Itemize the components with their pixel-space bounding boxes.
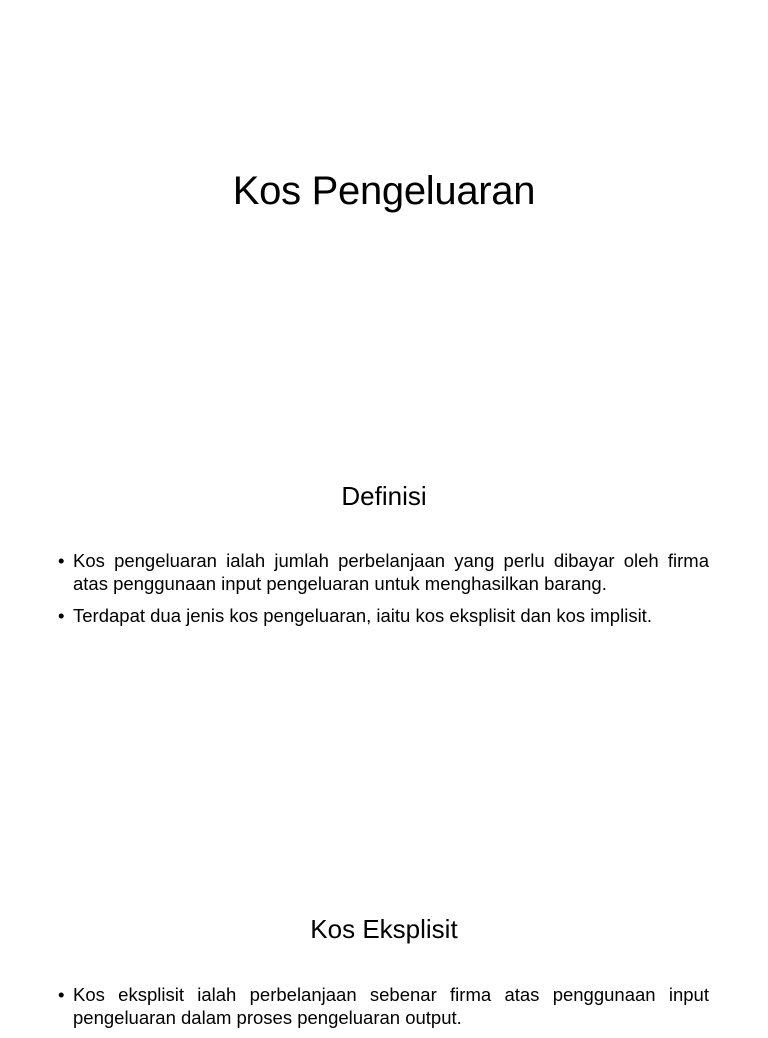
bullet-item — [58, 604, 709, 627]
bullet-list — [58, 983, 709, 1038]
bullet-text: Terdapat dua jenis kos pengeluaran, iaitu kos eksplisit dan kos implisit. — [73, 605, 652, 626]
bullet-text: Kos pengeluaran ialah jumlah perbelanjaan yang perlu dibayar oleh firma atas penggunaan input pengeluaran untuk menghasilkan barang. — [73, 550, 709, 594]
title-slide — [0, 0, 768, 330]
explicit-cost-slide — [0, 830, 768, 1028]
section-heading-kos-eksplisit: Kos Eksplisit — [310, 914, 458, 944]
bullet-list — [58, 549, 709, 636]
section-heading-definisi: Definisi — [341, 481, 427, 511]
bullet-dot-icon: • — [58, 550, 65, 571]
slide-title: Kos Pengeluaran — [232, 169, 536, 213]
bullet-text: Kos eksplisit ialah perbelanjaan sebenar firma atas penggunaan input pengeluaran dalam proses pengeluaran output. — [73, 984, 709, 1028]
definition-slide — [0, 330, 768, 830]
bullet-dot-icon: • — [58, 605, 65, 626]
bullet-item — [58, 983, 709, 1029]
bullet-item — [58, 549, 709, 595]
bullet-dot-icon: • — [58, 984, 65, 1005]
